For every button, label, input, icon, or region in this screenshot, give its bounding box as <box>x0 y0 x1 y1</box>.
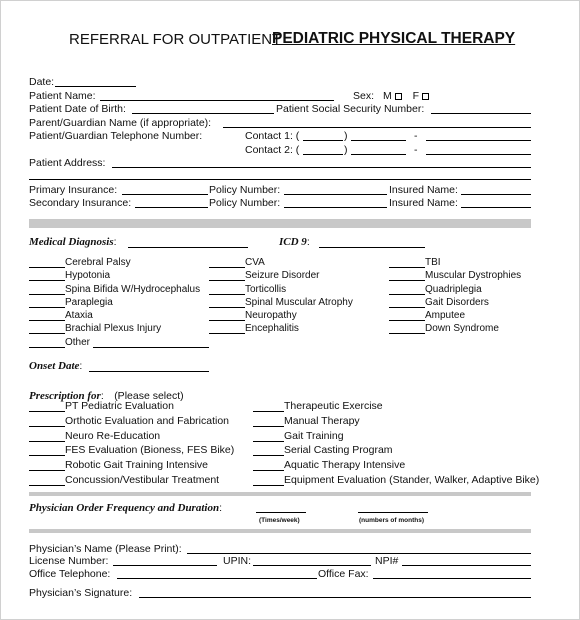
diag-ataxia: Ataxia <box>65 310 93 321</box>
rx-cb-therapeutic[interactable] <box>253 411 284 412</box>
rx-cb-neuro[interactable] <box>29 441 65 442</box>
diagnosis-field[interactable] <box>128 247 248 248</box>
icd9-heading <box>279 236 310 248</box>
diag-gait-disorders: Gait Disorders <box>425 297 489 308</box>
contact1-dash: - <box>414 130 418 142</box>
diag-quadriplegia: Quadriplegia <box>425 284 482 295</box>
rx-manual: Manual Therapy <box>284 415 360 427</box>
section-divider-1 <box>29 219 531 228</box>
patient-name-field[interactable] <box>100 100 334 101</box>
contact2-dash: - <box>414 144 418 156</box>
diag-cb-cva[interactable] <box>209 267 245 268</box>
number-of-months-caption: (numbers of months) <box>359 517 424 524</box>
diag-cb-brachial-plexus[interactable] <box>29 333 65 334</box>
sex-f-checkbox[interactable] <box>422 93 429 100</box>
rx-equipment: Equipment Evaluation (Stander, Walker, Adaptive Bike) <box>284 474 540 486</box>
office-fax-field[interactable] <box>373 578 531 579</box>
address-field-1[interactable] <box>112 167 531 168</box>
diag-sma: Spinal Muscular Atrophy <box>245 297 353 308</box>
diag-cb-muscular-dystrophies[interactable] <box>389 280 425 281</box>
onset-colon: : <box>79 360 83 372</box>
date-label: Date: <box>29 76 55 88</box>
primary-insured-label: Insured Name: <box>389 184 458 196</box>
prescription-heading-text: Prescription for <box>29 390 101 402</box>
physician-name-label: Physician’s Name (Please Print): <box>29 543 182 555</box>
times-per-week-field[interactable] <box>256 512 306 513</box>
diag-down-syndrome: Down Syndrome <box>425 323 499 334</box>
diag-amputee: Amputee <box>425 310 466 321</box>
times-per-week-caption: (Times/week) <box>259 517 300 524</box>
guardian-name-field[interactable] <box>223 127 531 128</box>
rx-cb-pt-eval[interactable] <box>29 411 65 412</box>
rx-cb-gait[interactable] <box>253 441 284 442</box>
form-title-main: PEDIATRIC PHYSICAL THERAPY <box>272 30 516 47</box>
address-label: Patient Address: <box>29 157 106 169</box>
diagnosis-colon: : <box>113 236 117 248</box>
secondary-insured-field[interactable] <box>461 207 531 208</box>
rx-cb-orthotic[interactable] <box>29 426 65 427</box>
secondary-insurance-label: Secondary Insurance: <box>29 197 132 209</box>
secondary-policy-label: Policy Number: <box>209 197 281 209</box>
guardian-phone-label: Patient/Guardian Telephone Number: <box>29 130 203 142</box>
physician-name-field[interactable] <box>187 553 531 554</box>
diag-cb-hypotonia[interactable] <box>29 280 65 281</box>
diag-cb-gait-disorders[interactable] <box>389 307 425 308</box>
diag-cb-amputee[interactable] <box>389 320 425 321</box>
prescription-note: (Please select) <box>114 390 184 402</box>
date-field[interactable] <box>55 86 136 87</box>
contact2-prefix-field[interactable] <box>351 154 406 155</box>
upin-field[interactable] <box>253 565 371 566</box>
rx-robotic: Robotic Gait Training Intensive <box>65 459 208 471</box>
rx-cb-casting[interactable] <box>253 455 284 456</box>
rx-casting: Serial Casting Program <box>284 444 393 456</box>
contact1-prefix-field[interactable] <box>351 140 406 141</box>
section-divider-2 <box>29 492 531 496</box>
form-title-prefix: REFERRAL FOR OUTPATIENT <box>69 31 282 48</box>
patient-name-label: Patient Name: <box>29 90 96 102</box>
diag-other: Other <box>65 337 91 348</box>
rx-gait: Gait Training <box>284 430 344 442</box>
diag-paraplegia: Paraplegia <box>65 297 113 308</box>
icd9-field[interactable] <box>319 247 425 248</box>
rx-concussion: Concussion/Vestibular Treatment <box>65 474 220 486</box>
sex-label-text: Sex: <box>353 90 375 102</box>
npi-field[interactable] <box>402 565 531 566</box>
diag-tbi: TBI <box>425 257 441 268</box>
secondary-insurance-field[interactable] <box>135 207 208 208</box>
contact2-label: Contact 2: ( <box>245 144 300 156</box>
primary-insured-field[interactable] <box>461 194 531 195</box>
rx-orthotic: Orthotic Evaluation and Fabrication <box>65 415 230 427</box>
frequency-colon: : <box>219 502 222 514</box>
npi-label: NPI# <box>375 555 399 567</box>
rx-cb-fes[interactable] <box>29 455 65 456</box>
primary-policy-label: Policy Number: <box>209 184 281 196</box>
signature-field[interactable] <box>139 597 531 598</box>
contact1-paren: ) <box>344 130 348 142</box>
icd9-colon: : <box>306 236 310 248</box>
prescription-colon: : <box>100 390 104 402</box>
office-fax-label: Office Fax: <box>318 568 369 580</box>
contact1-number-field[interactable] <box>426 140 531 141</box>
diag-neuropathy: Neuropathy <box>245 310 297 321</box>
office-phone-field[interactable] <box>117 578 317 579</box>
icd9-text: ICD 9 <box>279 236 307 248</box>
diagnosis-heading <box>29 236 117 248</box>
ssn-label: Patient Social Security Number: <box>276 103 425 115</box>
contact1-label: Contact 1: ( <box>245 130 300 142</box>
rx-cb-equipment[interactable] <box>253 485 284 486</box>
diagnosis-heading-text: Medical Diagnosis <box>29 236 114 248</box>
diag-encephalitis: Encephalitis <box>245 323 299 334</box>
frequency-heading <box>29 502 222 514</box>
rx-pt-eval: PT Pediatric Evaluation <box>65 400 174 412</box>
sex-m-checkbox[interactable] <box>395 93 402 100</box>
primary-insurance-field[interactable] <box>122 194 208 195</box>
sex-label <box>353 90 429 102</box>
license-field[interactable] <box>113 565 217 566</box>
diag-cb-ataxia[interactable] <box>29 320 65 321</box>
frequency-heading-text: Physician Order Frequency and Duration <box>29 502 220 514</box>
diag-cva: CVA <box>245 257 265 268</box>
secondary-policy-field[interactable] <box>284 207 387 208</box>
primary-policy-field[interactable] <box>284 194 387 195</box>
diag-cb-paraplegia[interactable] <box>29 307 65 308</box>
diag-hypotonia: Hypotonia <box>65 270 111 281</box>
upin-label: UPIN: <box>223 555 252 567</box>
diag-cb-quadriplegia[interactable] <box>389 294 425 295</box>
diag-torticollis: Torticollis <box>245 284 287 295</box>
dob-label: Patient Date of Birth: <box>29 103 126 115</box>
section-divider-3 <box>29 529 531 533</box>
diag-muscular-dystrophies: Muscular Dystrophies <box>425 270 522 281</box>
address-field-2[interactable] <box>29 179 531 180</box>
contact2-paren: ) <box>344 144 348 156</box>
license-label: License Number: <box>29 555 109 567</box>
diag-cb-down-syndrome[interactable] <box>389 333 425 334</box>
diag-brachial-plexus: Brachial Plexus Injury <box>65 323 162 334</box>
diag-cb-encephalitis[interactable] <box>209 333 245 334</box>
diag-seizure: Seizure Disorder <box>245 270 320 281</box>
rx-cb-manual[interactable] <box>253 426 284 427</box>
rx-neuro: Neuro Re-Education <box>65 430 161 442</box>
diag-cb-torticollis[interactable] <box>209 294 245 295</box>
diag-cb-cerebral-palsy[interactable] <box>29 267 65 268</box>
sex-m-label: M <box>382 90 392 102</box>
diag-spina-bifida: Spina Bifida W/Hydrocephalus <box>65 284 201 295</box>
onset-label-text: Onset Date <box>29 360 80 372</box>
rx-cb-robotic[interactable] <box>29 470 65 471</box>
dob-field[interactable] <box>132 113 274 114</box>
contact1-area-field[interactable] <box>303 140 343 141</box>
diag-cb-tbi[interactable] <box>389 267 425 268</box>
diag-other-field[interactable] <box>93 347 209 348</box>
contact2-number-field[interactable] <box>426 154 531 155</box>
rx-cb-aquatic[interactable] <box>253 470 284 471</box>
diag-cb-sma[interactable] <box>209 307 245 308</box>
onset-heading <box>29 360 82 372</box>
rx-cb-concussion[interactable] <box>29 485 65 486</box>
primary-insurance-label: Primary Insurance: <box>29 184 118 196</box>
diag-cb-other[interactable] <box>29 347 65 348</box>
rx-therapeutic: Therapeutic Exercise <box>284 400 383 412</box>
contact2-area-field[interactable] <box>303 154 343 155</box>
office-phone-label: Office Telephone: <box>29 568 111 580</box>
guardian-name-label: Parent/Guardian Name (if appropriate): <box>29 117 212 129</box>
sex-f-label: F <box>412 90 420 102</box>
diag-cb-seizure[interactable] <box>209 280 245 281</box>
onset-date-field[interactable] <box>89 371 209 372</box>
secondary-insured-label: Insured Name: <box>389 197 458 209</box>
diag-cb-spina-bifida[interactable] <box>29 294 65 295</box>
rx-fes: FES Evaluation (Bioness, FES Bike) <box>65 444 235 456</box>
diag-cb-neuropathy[interactable] <box>209 320 245 321</box>
diag-cerebral-palsy: Cerebral Palsy <box>65 257 131 268</box>
ssn-field[interactable] <box>431 113 531 114</box>
number-of-months-field[interactable] <box>358 512 428 513</box>
rx-aquatic: Aquatic Therapy Intensive <box>284 459 406 471</box>
signature-label: Physician’s Signature: <box>29 587 133 599</box>
